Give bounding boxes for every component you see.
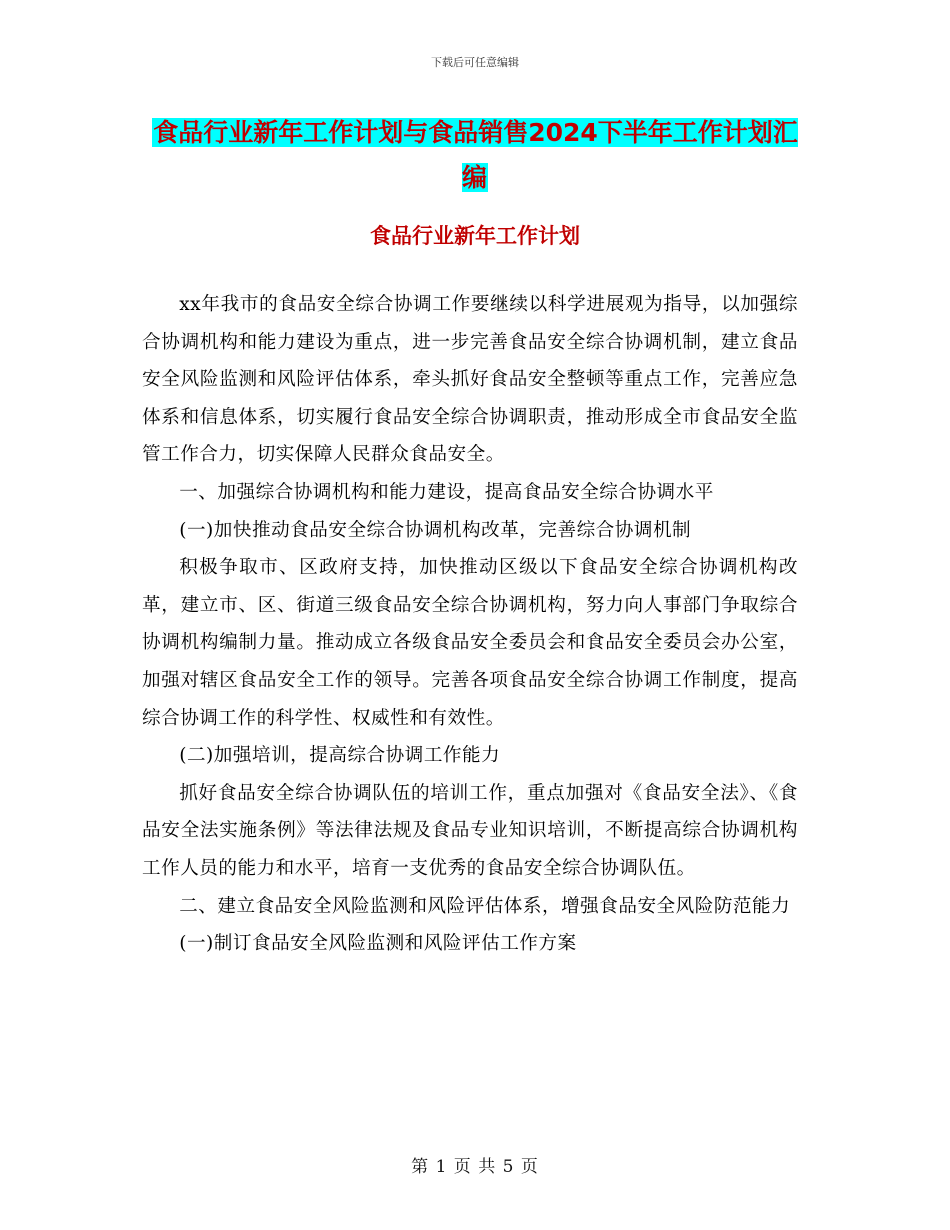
section-title: 食品行业新年工作计划: [370, 224, 580, 248]
paragraph: 二、建立食品安全风险监测和风险评估体系，增强食品安全风险防范能力: [179, 895, 791, 917]
paragraph: (二)加强培训，提高综合协调工作能力: [179, 745, 501, 767]
paragraph: xx年我市的食品安全综合协调工作要继续以科学进展观为指导，以加强综合协调机构和能力建设为重点，进一步完善食品安全综合协调机制，建立食品安全风险监测和风险评估体系，牵头抓好食品安全整顿等重点工作，完善应急体系和信息体系，切实履行食品安全综合协调职责，推动形成全市食品安全监管工作合力，切实保障人民群众食品安全。: [142, 294, 798, 466]
document-title-text: 食品行业新年工作计划与食品销售2024下半年工作计划汇编: [153, 118, 798, 192]
paragraph: 一、加强综合协调机构和能力建设，提高食品安全综合协调水平: [179, 481, 714, 503]
paragraph: 积极争取市、区政府支持，加快推动区级以下食品安全综合协调机构改革，建立市、区、街道三级食品安全综合协调机构，努力向人事部门争取综合协调机构编制力量。推动成立各级食品安全委员会和食品安全委员会办公室，加强对辖区食品安全工作的领导。完善各项食品安全综合协调工作制度，提高综合协调工作的科学性、权威性和有效性。: [142, 557, 798, 729]
paragraph: (一)加快推动食品安全综合协调机构改革，完善综合协调机制: [179, 519, 692, 541]
paragraph: 抓好食品安全综合协调队伍的培训工作，重点加强对《食品安全法》、《食品安全法实施条例》等法律法规及食品专业知识培训，不断提高综合协调机构工作人员的能力和水平，培育一支优秀的食品安全综合协调队伍。: [142, 782, 798, 879]
page-footer: 第 1 页 共 5 页: [411, 1157, 539, 1177]
document-body: [142, 286, 798, 963]
header-note: 下载后可任意编辑: [431, 56, 519, 69]
paragraph: (一)制订食品安全风险监测和风险评估工作方案: [179, 933, 577, 955]
document-title: [140, 110, 810, 200]
